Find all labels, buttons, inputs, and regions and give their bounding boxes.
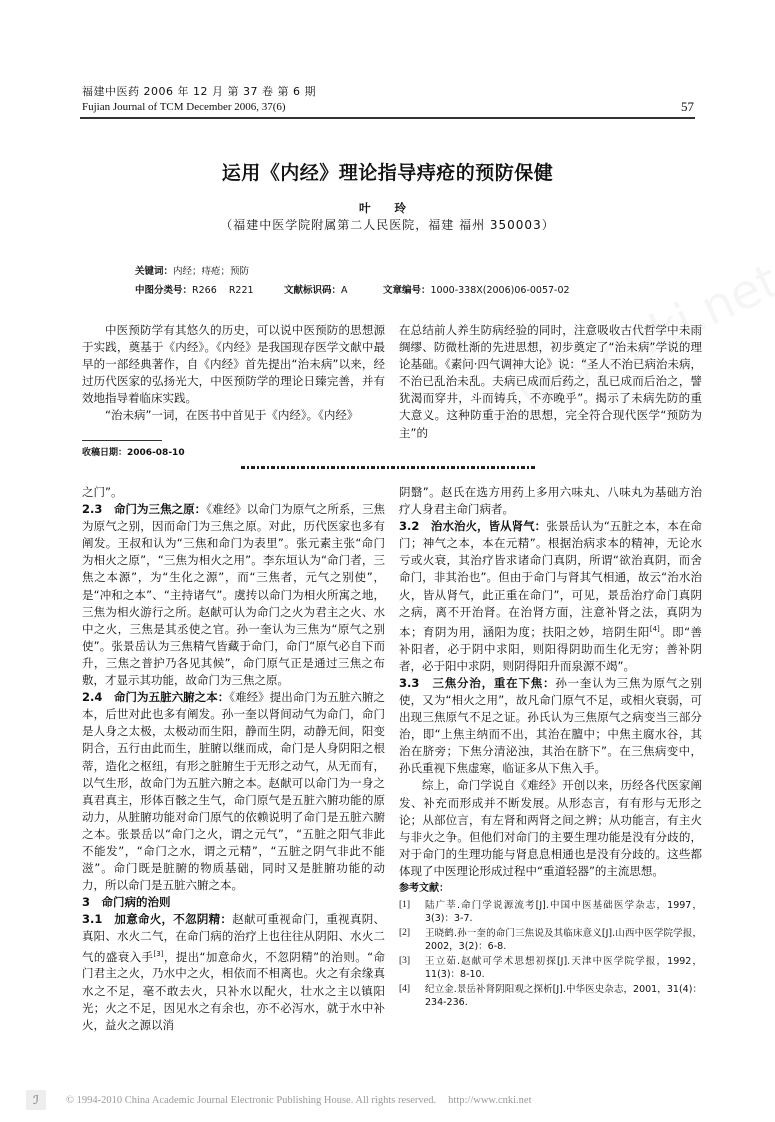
paragraph: 之门”。 [82, 485, 123, 499]
copyright-footer [26, 1090, 531, 1110]
reference-number: [1] [399, 900, 411, 911]
footnote-rule [82, 440, 162, 441]
references-title: 参考文献： [399, 882, 449, 894]
body-right-column [399, 484, 702, 1009]
intro-paragraph: “治未病”一词，在医书中首见于《内经》。《内经》 [105, 408, 359, 423]
section-heading: 2.3 命门为三焦之原： [82, 502, 207, 517]
summary-paragraph: 综上，命门学说自《难经》开创以来，历经各代医家阐发、补充而形成并不断发展。从形态言，有有形与无形之论；从部位言，有左肾和两肾之间之辨；从功能言，有主火与非火之争。但他们对命门的主要生理功能是没有分歧的，对于命门的生理功能与肾息息相通也是没有分歧的。这些都体现了中医理论形成过程中“重道轻器”的主流思想。 [399, 778, 702, 878]
reference-item [399, 983, 702, 1009]
article-no-label: 文章编号： [383, 285, 431, 296]
document-id [284, 282, 348, 296]
reference-text: 王晓鹤.孙一奎的命门三焦说及其临床意义[J].山西中医学院学报，2002，3(2)：6-8. [425, 928, 702, 953]
section-text: ，提出“加意命火，不忽阴精”的治则。“命门君主之火，乃水中之火，相依而不相离也。火之有余缘真水之不足，毫不敢去火，只补水以配火，壮水之主以镇阳光；火之不足，因见水之有余也，亦不必泻水，就于水中补火，益火之源以消 [82, 949, 386, 1032]
author: 叶 玲 [358, 201, 416, 215]
section-3-2 [399, 518, 702, 675]
citation-link[interactable]: [3] [153, 949, 164, 958]
classification-label: 中图分类号： [135, 285, 193, 296]
header-rule [80, 117, 695, 119]
received-date [82, 445, 185, 458]
affiliation: （福建中医学院附属第二人民医院，福建 福州 350003） [220, 218, 555, 232]
section-text: 。即“善补阳者，必于阴中求阳，则阳得阴助而生化无穷；善补阴者，必于阳中求阴，则阴得阳升而泉源不竭”。 [399, 624, 703, 673]
reference-number: [2] [399, 928, 411, 939]
section-text: 张景岳认为“五脏之本，本在命门；神气之本，本在元精”。根据治病求本的精神，无论水亏或火衰，其治疗皆求诸命门真阴，所谓“欲治真阴，而舍命门，非其治也”。但由于命门与肾其气相通，故云“治水治火，皆从肾气，此正重在命门”，可见，景岳治疗命门真阴之病，离不开治肾。在治肾方面，注意补肾之法，真阴为本；育阴为用，涵阳为度；扶阳之妙，培阴生阳 [399, 519, 702, 639]
section-3-1 [82, 911, 385, 1033]
reference-text: 纪立金.景岳补肾阴阳观之探析[J].中华医史杂志，2001，31(4)：234-236. [425, 984, 702, 1009]
reference-number: [4] [399, 984, 411, 995]
keywords-value: 内经；痔疮；预防 [173, 266, 250, 277]
received-label: 收稿日期： [82, 448, 128, 458]
cnki-url-link[interactable]: http://www.cnki.net [448, 1094, 532, 1106]
reference-item [399, 899, 702, 925]
section-2-3 [82, 501, 385, 689]
article-title: 运用《内经》理论指导痔疮的预防保健 [221, 162, 554, 184]
keywords [135, 263, 249, 277]
section-text: 孙一奎认为三焦为原气之别使，又为“相火之用”，故凡命门原气不足，或相火衰弱，可出现三焦原气不足之证。孙氏认为三焦原气之病变当三部分治，即“上焦主纳而不出，其治在膻中；中焦主腐水谷，其治在脐旁；下焦分清泌浊，其治在脐下”。在三焦病变中，孙氏重视下焦虚寒，临证多从下焦入手。 [399, 675, 702, 776]
section-3-3 [399, 675, 702, 778]
doc-id-value: A [341, 285, 348, 296]
section-3-heading: 3 命门病的治则 [82, 895, 171, 910]
citation-link[interactable]: [4] [649, 624, 660, 633]
section-text: 《难经》以命门为原气之所系，三焦为原气之别，因而命门为三焦之原。对此，历代医家也多有阐发。王叔和认为“三焦和命门为表里”。张元素主张“命门为相火之原”，“三焦为相火之用”。李东垣认为“命门者，三焦之本源”，为“生化之源”，而“三焦者，元气之别使”，是“冲和之本”、“主持诸气”。虞抟以命门为相火所寓之地，三焦为相火游行之所。赵献可认为命门之火为君主之火、水中之火，三焦是其丞使之官。孙一奎认为三焦为“原气之别使”。张景岳认为三焦精气皆藏于命门，命门“原气必自下而升，三焦之普护乃各见其候”，命门原气正是通过三焦之布敷，才显示其功能，故命门为三焦之原。 [82, 502, 386, 688]
journal-header-cn: 福建中医药 2006 年 12 月 第 37 卷 第 6 期 [82, 85, 316, 98]
section-heading: 2.4 命门为五脏六腑之本： [82, 690, 230, 705]
paragraph: 阴翳”。赵氏在选方用药上多用六味丸、八味丸为基础方治疗人身君主命门病者。 [399, 485, 702, 517]
section-heading: 3.1 加意命火，不忽阴精： [82, 912, 233, 927]
article-number [383, 282, 570, 296]
reference-text: 陆广莘.命门学说源流考[J].中国中医基础医学杂志，1997，3(3)：3-7. [425, 900, 702, 925]
received-value: 2006-08-10 [127, 448, 185, 458]
reference-item [399, 927, 702, 953]
intro-right-column [399, 322, 702, 442]
intro-paragraph: 中医预防学有其悠久的历史，可以说中医预防的思想源于实践，奠基于《内经》。《内经》是我国现存医学文献中最早的一部经典著作，自《内经》首先提出“治未病”以来，经过历代医家的弘扬光大，中医预防学的理论日臻完善，并有效地指导着临床实践。 [82, 323, 385, 406]
doc-id-label: 文献标识码： [284, 285, 342, 296]
section-text: 《难经》提出命门为五脏六腑之本，后世对此也多有阐发。孙一奎以肾间动气为命门，命门是人身之太极，太极动而生阳，静而生阴，动静无间，阳变阴合，五行由此而生，脏腑以继而成，命门是人身阴阳之根蒂，造化之枢纽，有形之脏腑生于无形之动气，从无而有，以气生形，故命门为五脏六腑之本。赵献可以命门为一身之真君真主，形体百骸之生气，命门原气是五脏六腑功能的原动力，从脏腑功能对命门原气的依赖说明了命门是五脏六腑之本。张景岳以“命门之火，谓之元气”，“五脏之阳气非此不能发”，“命门之水，谓之元精”，“五脏之阴气非此不能滋”。命门既是脏腑的物质基础，同时又是脏腑功能的动力，所以命门是五脏六腑之本。 [82, 690, 386, 893]
article-no-value: 1000-338X(2006)06-0057-02 [430, 285, 570, 296]
page-divider [241, 466, 535, 469]
cnki-logo-icon: ℐ [26, 1090, 46, 1110]
section-2-4 [82, 689, 385, 894]
section-text: 赵献可重视命门，重视真阴、真阳、水火二气，在命门病的治疗上也往往从阴阳、水火二气的盛衰入手 [82, 912, 385, 964]
section-heading: 3.3 三焦分治，重在下焦： [399, 675, 556, 690]
classification-value: R266 R221 [192, 285, 254, 296]
intro-paragraph: 在总结前人养生防病经验的同时，注意吸收古代哲学中未雨绸缪、防微杜渐的先进思想，初步奠定了“治未病”学说的理论基础。《素问·四气调神大论》说：“圣人不治已病治未病，不治已乱治未乱。夫病已成而后药之，乱已成而后治之，譬犹渴而穿井，斗而铸兵，不亦晚乎”。揭示了未病先防的重大意义。这种防重于治的思想，完全符合现代医学“预防为主”的 [399, 323, 702, 440]
journal-header-en: Fujian Journal of TCM December 2006, 37(6) [82, 101, 286, 113]
classification [135, 282, 254, 296]
reference-number: [3] [399, 956, 411, 967]
reference-item [399, 955, 702, 981]
section-heading: 3.2 治水治火，皆从肾气： [399, 519, 547, 534]
keywords-label: 关键词： [135, 266, 174, 277]
page-number: 57 [681, 99, 694, 114]
body-left-column [82, 484, 385, 1034]
intro-left-column [82, 322, 385, 425]
reference-text: 王立茹.赵献可学术思想初探[J].天津中医学院学报，1992，11(3)：8-10. [425, 956, 702, 981]
copyright-text: © 1994-2010 China Academic Journal Electronic Publishing House. All rights reserved. [66, 1094, 437, 1106]
